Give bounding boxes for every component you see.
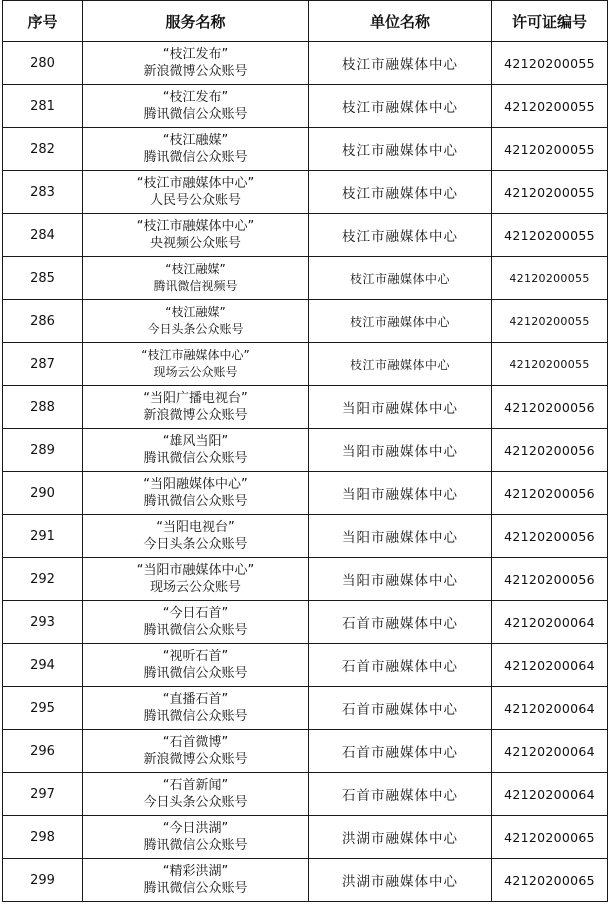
service-platform-type: 央视频公众账号 — [149, 236, 241, 251]
serial-number-cell: 289 — [3, 429, 83, 472]
license-number-cell: 42120200056 — [492, 429, 608, 472]
license-number-cell: 42120200055 — [492, 128, 608, 171]
service-name-cell — [83, 257, 309, 300]
service-account-name: “当阳融媒体中心” — [143, 477, 248, 492]
serial-number-cell: 283 — [3, 171, 83, 214]
unit-name-cell: 石首市融媒体中心 — [309, 687, 492, 730]
license-number-cell: 42120200055 — [492, 257, 608, 300]
service-name-cell — [83, 644, 309, 687]
table-row — [3, 42, 608, 85]
service-account-name: “石首新闻” — [162, 778, 229, 793]
service-platform-type: 腾讯微信公众账号 — [143, 881, 248, 896]
service-account-name: “雄风当阳” — [162, 434, 229, 449]
service-account-name: “当阳电视台” — [156, 520, 235, 535]
serial-number-cell: 282 — [3, 128, 83, 171]
unit-name-cell: 石首市融媒体中心 — [309, 773, 492, 816]
serial-number-cell: 284 — [3, 214, 83, 257]
license-number-cell: 42120200064 — [492, 644, 608, 687]
service-platform-type: 腾讯微信公众账号 — [143, 666, 248, 681]
unit-name-cell: 枝江市融媒体中心 — [309, 85, 492, 128]
header-service-name: 服务名称 — [83, 1, 309, 42]
table-row — [3, 128, 608, 171]
serial-number-cell: 291 — [3, 515, 83, 558]
unit-name-cell: 洪湖市融媒体中心 — [309, 859, 492, 902]
service-name-cell — [83, 515, 309, 558]
service-name-cell — [83, 773, 309, 816]
service-account-name: “枝江融媒” — [165, 262, 226, 276]
table-row — [3, 773, 608, 816]
service-platform-type: 今日头条公众账号 — [143, 795, 248, 810]
table-row — [3, 730, 608, 773]
service-name-cell — [83, 42, 309, 85]
table-row — [3, 859, 608, 902]
service-platform-type: 现场云公众账号 — [153, 365, 238, 379]
service-platform-type: 腾讯微信公众账号 — [143, 150, 248, 165]
license-number-cell: 42120200064 — [492, 601, 608, 644]
table-row — [3, 515, 608, 558]
service-name-cell — [83, 214, 309, 257]
service-platform-type: 今日头条公众账号 — [143, 537, 248, 552]
serial-number-cell: 299 — [3, 859, 83, 902]
table-header — [3, 1, 608, 42]
table-row — [3, 257, 608, 300]
service-name-cell — [83, 558, 309, 601]
service-platform-type: 腾讯微信视频号 — [153, 279, 238, 293]
serial-number-cell: 280 — [3, 42, 83, 85]
service-name-cell — [83, 85, 309, 128]
service-account-name: “精彩洪湖” — [162, 864, 229, 879]
service-platform-type: 人民号公众账号 — [149, 193, 241, 208]
license-number-cell: 42120200065 — [492, 859, 608, 902]
license-number-cell: 42120200055 — [492, 85, 608, 128]
service-platform-type: 新浪微博公众账号 — [143, 408, 248, 423]
license-number-cell: 42120200056 — [492, 386, 608, 429]
service-account-name: “当阳广播电视台” — [143, 391, 248, 406]
service-account-name: “枝江市融媒体中心” — [136, 219, 255, 234]
table-row — [3, 386, 608, 429]
service-name-cell — [83, 386, 309, 429]
table-row — [3, 472, 608, 515]
service-name-cell — [83, 601, 309, 644]
unit-name-cell: 枝江市融媒体中心 — [309, 171, 492, 214]
service-platform-type: 腾讯微信公众账号 — [143, 623, 248, 638]
service-name-cell — [83, 472, 309, 515]
unit-name-cell: 当阳市融媒体中心 — [309, 558, 492, 601]
service-platform-type: 腾讯微信公众账号 — [143, 107, 248, 122]
table-row — [3, 601, 608, 644]
service-account-name: “枝江发布” — [162, 90, 229, 105]
service-platform-type: 腾讯微信公众账号 — [143, 494, 248, 509]
service-platform-type: 腾讯微信公众账号 — [143, 838, 248, 853]
license-number-cell: 42120200064 — [492, 687, 608, 730]
table-row — [3, 343, 608, 386]
license-number-cell: 42120200055 — [492, 171, 608, 214]
unit-name-cell: 枝江市融媒体中心 — [309, 128, 492, 171]
license-number-cell: 42120200056 — [492, 515, 608, 558]
unit-name-cell: 当阳市融媒体中心 — [309, 515, 492, 558]
service-name-cell — [83, 816, 309, 859]
unit-name-cell: 枝江市融媒体中心 — [309, 257, 492, 300]
serial-number-cell: 286 — [3, 300, 83, 343]
license-number-cell: 42120200055 — [492, 214, 608, 257]
serial-number-cell: 296 — [3, 730, 83, 773]
serial-number-cell: 298 — [3, 816, 83, 859]
service-account-name: “枝江发布” — [162, 47, 229, 62]
unit-name-cell: 石首市融媒体中心 — [309, 730, 492, 773]
serial-number-cell: 290 — [3, 472, 83, 515]
service-platform-type: 新浪微博公众账号 — [143, 752, 248, 767]
service-name-cell — [83, 343, 309, 386]
table-row — [3, 558, 608, 601]
table-body — [3, 42, 608, 902]
service-account-name: “直播石首” — [162, 692, 229, 707]
license-number-cell: 42120200065 — [492, 816, 608, 859]
service-account-name: “视听石首” — [162, 649, 229, 664]
unit-name-cell: 枝江市融媒体中心 — [309, 343, 492, 386]
service-account-name: “枝江融媒” — [165, 305, 226, 319]
service-name-cell — [83, 128, 309, 171]
unit-name-cell: 枝江市融媒体中心 — [309, 214, 492, 257]
license-number-cell: 42120200055 — [492, 42, 608, 85]
service-account-name: “石首微博” — [162, 735, 229, 750]
serial-number-cell: 294 — [3, 644, 83, 687]
service-platform-type: 现场云公众账号 — [149, 580, 241, 595]
serial-number-cell: 292 — [3, 558, 83, 601]
unit-name-cell: 石首市融媒体中心 — [309, 644, 492, 687]
header-license-number: 许可证编号 — [492, 1, 608, 42]
service-name-cell — [83, 859, 309, 902]
service-platform-type: 腾讯微信公众账号 — [143, 709, 248, 724]
license-number-cell: 42120200056 — [492, 558, 608, 601]
license-number-cell: 42120200064 — [492, 773, 608, 816]
serial-number-cell: 288 — [3, 386, 83, 429]
service-name-cell — [83, 171, 309, 214]
service-account-name: “今日石首” — [162, 606, 229, 621]
service-account-name: “枝江市融媒体中心” — [141, 348, 250, 362]
license-table — [2, 0, 608, 902]
unit-name-cell: 当阳市融媒体中心 — [309, 386, 492, 429]
table-row — [3, 644, 608, 687]
license-number-cell: 42120200056 — [492, 472, 608, 515]
license-number-cell: 42120200064 — [492, 730, 608, 773]
unit-name-cell: 枝江市融媒体中心 — [309, 300, 492, 343]
table-row — [3, 300, 608, 343]
table-row — [3, 687, 608, 730]
serial-number-cell: 281 — [3, 85, 83, 128]
table-row — [3, 85, 608, 128]
service-platform-type: 腾讯微信公众账号 — [143, 451, 248, 466]
serial-number-cell: 295 — [3, 687, 83, 730]
header-row — [3, 1, 608, 42]
service-account-name: “枝江融媒” — [162, 133, 229, 148]
header-serial-number: 序号 — [3, 1, 83, 42]
header-unit-name: 单位名称 — [309, 1, 492, 42]
serial-number-cell: 287 — [3, 343, 83, 386]
table-row — [3, 171, 608, 214]
table-row — [3, 816, 608, 859]
service-name-cell — [83, 300, 309, 343]
license-number-cell: 42120200055 — [492, 343, 608, 386]
service-name-cell — [83, 429, 309, 472]
table-row — [3, 429, 608, 472]
service-account-name: “当阳市融媒体中心” — [136, 563, 255, 578]
service-account-name: “今日洪湖” — [162, 821, 229, 836]
unit-name-cell: 石首市融媒体中心 — [309, 601, 492, 644]
unit-name-cell: 当阳市融媒体中心 — [309, 472, 492, 515]
table-row — [3, 214, 608, 257]
service-platform-type: 新浪微博公众账号 — [143, 64, 248, 79]
service-platform-type: 今日头条公众账号 — [147, 322, 244, 336]
unit-name-cell: 洪湖市融媒体中心 — [309, 816, 492, 859]
unit-name-cell: 枝江市融媒体中心 — [309, 42, 492, 85]
service-account-name: “枝江市融媒体中心” — [136, 176, 255, 191]
serial-number-cell: 293 — [3, 601, 83, 644]
unit-name-cell: 当阳市融媒体中心 — [309, 429, 492, 472]
service-name-cell — [83, 730, 309, 773]
serial-number-cell: 297 — [3, 773, 83, 816]
service-name-cell — [83, 687, 309, 730]
license-number-cell: 42120200055 — [492, 300, 608, 343]
serial-number-cell: 285 — [3, 257, 83, 300]
